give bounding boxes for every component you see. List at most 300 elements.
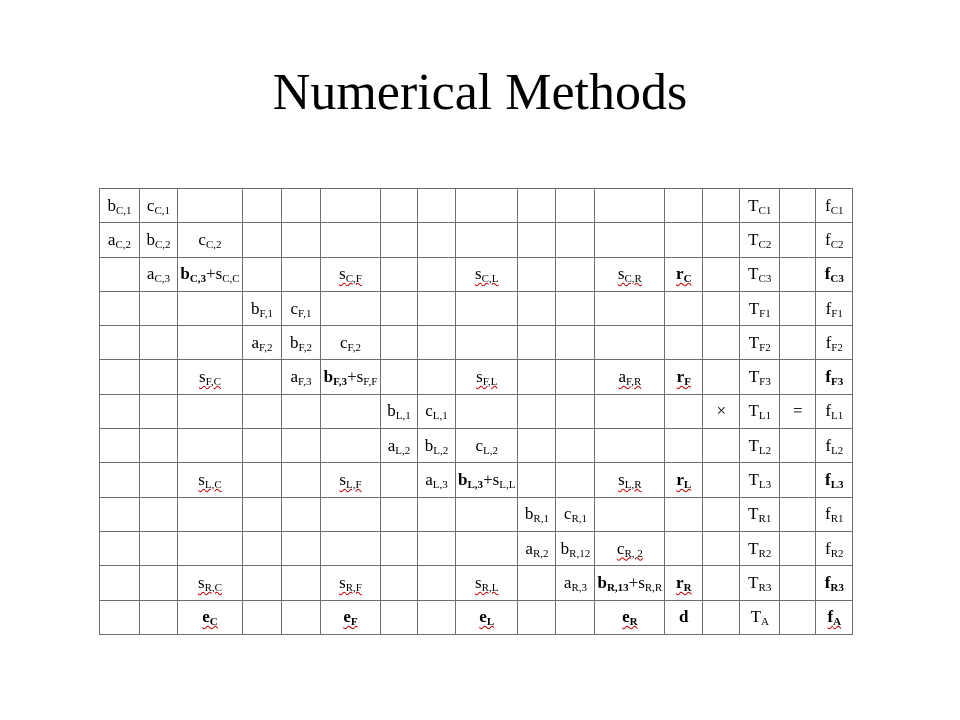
entry-subscript: C [209, 616, 218, 629]
matrix-entry [825, 504, 844, 526]
matrix-cell [321, 257, 381, 291]
entry-symbol: s [476, 367, 483, 387]
entry-subscript: C1 [830, 204, 844, 217]
matrix-cell [381, 223, 418, 257]
entry-subscript: C,1 [154, 204, 171, 217]
entry-subscript: F,1 [298, 307, 312, 320]
entry-subscript: L,R [624, 479, 642, 492]
entry-subscript: C,2 [154, 238, 171, 251]
matrix-entry [146, 229, 171, 251]
matrix-cell [178, 326, 243, 360]
entry-subscript: F,R [625, 376, 642, 389]
matrix-cell [100, 394, 140, 428]
matrix-entry [824, 572, 844, 594]
matrix-cell [243, 600, 282, 634]
matrix-entry [107, 229, 132, 251]
matrix-cell [703, 360, 740, 394]
matrix-cell [282, 463, 321, 497]
entry-subscript: C3 [830, 273, 844, 286]
matrix-entry [825, 538, 844, 560]
entry-symbol: s [339, 572, 346, 592]
entry-subscript: F3 [831, 376, 844, 389]
entry-plus-term: +s [206, 264, 223, 284]
matrix-cell [282, 189, 321, 223]
entry-symbol: T [748, 470, 759, 490]
entry-symbol: T [748, 401, 759, 421]
matrix-entry [458, 470, 516, 492]
entry-symbol: c [290, 298, 299, 318]
matrix-cell [321, 497, 381, 531]
matrix-cell [456, 600, 518, 634]
matrix-cell [518, 360, 556, 394]
matrix-entry [748, 470, 772, 492]
entry-subscript: F,C [205, 376, 221, 389]
matrix-cell [140, 566, 178, 600]
entry-subscript: L,2 [483, 444, 498, 457]
matrix-cell [703, 291, 740, 325]
matrix-cell [740, 394, 780, 428]
matrix-cell [381, 360, 418, 394]
matrix-row [100, 600, 853, 634]
entry-symbol: f [825, 435, 831, 455]
entry-symbol: s [339, 470, 347, 490]
matrix-entry [563, 572, 588, 594]
entry-subscript: L [683, 479, 692, 492]
matrix-cell [140, 394, 178, 428]
matrix-cell [178, 394, 243, 428]
matrix-cell [140, 429, 178, 463]
matrix-cell [456, 566, 518, 600]
matrix-row [100, 326, 853, 360]
entry-symbol: T [750, 607, 761, 627]
matrix-row [100, 497, 853, 531]
matrix-cell [456, 394, 518, 428]
entry-symbol: c [563, 504, 572, 524]
entry-subscript: R [683, 581, 692, 594]
matrix-cell [518, 189, 556, 223]
matrix-cell [595, 223, 665, 257]
matrix-cell [243, 463, 282, 497]
matrix-cell [703, 223, 740, 257]
entry-symbol: = [792, 401, 803, 421]
matrix-row [100, 360, 853, 394]
entry-subscript: F1 [831, 307, 843, 320]
matrix-cell [321, 463, 381, 497]
matrix-cell [665, 257, 703, 291]
matrix-cell [780, 531, 816, 565]
entry-symbol: f [825, 229, 831, 249]
matrix-entry [616, 538, 643, 560]
matrix-cell [816, 429, 853, 463]
entry-symbol: b [424, 435, 434, 455]
matrix-entry [343, 607, 358, 629]
entry-symbol: × [716, 401, 727, 421]
matrix-cell [243, 189, 282, 223]
matrix-cell [321, 360, 381, 394]
entry-subscript: F [350, 616, 358, 629]
matrix-cell [703, 394, 740, 428]
matrix-cell [665, 189, 703, 223]
entry-subscript: L,C [204, 479, 222, 492]
matrix-cell [418, 600, 456, 634]
entry-subscript: C1 [758, 204, 772, 217]
matrix-entry [825, 195, 844, 217]
matrix-entry [202, 607, 218, 629]
entry-symbol: f [825, 538, 831, 558]
matrix-cell [381, 257, 418, 291]
matrix-cell [418, 326, 456, 360]
matrix-cell [418, 429, 456, 463]
matrix-entry [475, 435, 498, 457]
entry-symbol: e [202, 607, 210, 627]
matrix-cell [703, 600, 740, 634]
matrix-cell [100, 463, 140, 497]
entry-plus-term: +s [628, 572, 645, 592]
matrix-entry [198, 229, 222, 251]
matrix-cell [665, 326, 703, 360]
entry-subscript: F3 [759, 376, 771, 389]
matrix-cell [740, 360, 780, 394]
entry-subscript: C3 [758, 273, 772, 286]
operator-symbol [793, 403, 803, 419]
matrix-entry [748, 298, 771, 320]
entry-subscript: C,2 [115, 238, 132, 251]
matrix-cell [780, 257, 816, 291]
matrix-cell [518, 257, 556, 291]
matrix-cell [740, 326, 780, 360]
matrix-cell [100, 257, 140, 291]
entry-symbol: e [479, 607, 487, 627]
entry-subscript: R,3 [571, 581, 588, 594]
entry-symbol: b [524, 504, 534, 524]
matrix-entry [425, 401, 448, 423]
entry-plus-term: +s [347, 367, 364, 387]
matrix-cell [665, 291, 703, 325]
matrix-entry [251, 298, 273, 320]
matrix-cell [321, 189, 381, 223]
entry-symbol: a [251, 332, 260, 352]
matrix-cell [282, 257, 321, 291]
matrix-cell [665, 497, 703, 531]
matrix-cell [140, 531, 178, 565]
entry-symbol: T [748, 504, 759, 524]
matrix-row [100, 189, 853, 223]
entry-subscript: L2 [758, 444, 772, 457]
entry-subscript: L,3 [467, 479, 484, 492]
matrix-cell [178, 497, 243, 531]
entry-symbol: f [825, 332, 832, 352]
entry-subscript: F2 [759, 341, 771, 354]
entry-subscript: L1 [831, 410, 844, 423]
matrix-entry [597, 572, 663, 594]
entry-subscript: C [683, 273, 692, 286]
entry-symbol: s [475, 572, 482, 592]
matrix-entry [824, 264, 844, 286]
matrix-cell [780, 326, 816, 360]
matrix-cell [780, 463, 816, 497]
matrix-cell [321, 326, 381, 360]
matrix-cell [100, 223, 140, 257]
matrix-cell [595, 429, 665, 463]
entry-subscript: F,2 [259, 341, 273, 354]
matrix-cell [140, 189, 178, 223]
entry-subscript: C,3 [189, 273, 207, 286]
matrix-cell [518, 566, 556, 600]
matrix-entry [618, 470, 642, 492]
matrix-cell [816, 360, 853, 394]
matrix-cell [780, 600, 816, 634]
matrix-cell [321, 429, 381, 463]
matrix-entry [339, 332, 362, 354]
matrix-entry [251, 332, 273, 354]
entry-subscript: F,3 [333, 376, 348, 389]
matrix-cell [780, 360, 816, 394]
matrix-cell [703, 429, 740, 463]
entry-subscript: C,L [481, 273, 499, 286]
matrix-entry [748, 229, 772, 251]
entry-subscript: L,F [346, 479, 362, 492]
entry-symbol: a [425, 470, 433, 490]
matrix-cell [703, 497, 740, 531]
entry-symbol: f [825, 504, 831, 524]
matrix-cell [381, 566, 418, 600]
matrix-entry [622, 607, 638, 629]
entry-plus-subscript: R,R [644, 581, 663, 594]
entry-subscript: L3 [830, 479, 844, 492]
matrix-cell [178, 600, 243, 634]
matrix-cell [703, 326, 740, 360]
entry-symbol: r [676, 470, 684, 490]
entry-subscript: R2 [830, 547, 844, 560]
matrix-cell [556, 531, 595, 565]
matrix-cell [456, 326, 518, 360]
entry-subscript: R,1 [571, 513, 588, 526]
entry-subscript: R,12 [569, 547, 591, 560]
matrix-cell [100, 497, 140, 531]
entry-symbol: T [748, 572, 759, 592]
matrix-entry [425, 470, 448, 492]
matrix-entry [618, 367, 642, 389]
matrix-cell [703, 566, 740, 600]
matrix-entry [825, 401, 844, 423]
entry-symbol: T [748, 538, 759, 558]
matrix-entry [524, 504, 550, 526]
matrix-cell [665, 429, 703, 463]
matrix-cell [381, 600, 418, 634]
matrix-cell [780, 429, 816, 463]
matrix-cell [418, 463, 456, 497]
matrix-cell [178, 531, 243, 565]
matrix-cell [321, 531, 381, 565]
matrix-cell [178, 463, 243, 497]
entry-subscript: R1 [758, 513, 772, 526]
entry-subscript: L,1 [395, 410, 411, 423]
matrix-cell [243, 497, 282, 531]
entry-subscript: L3 [758, 479, 772, 492]
matrix-cell [740, 257, 780, 291]
matrix-cell [780, 189, 816, 223]
entry-symbol: e [622, 607, 630, 627]
matrix-entry [560, 538, 591, 560]
matrix-cell [418, 291, 456, 325]
matrix-entry [825, 470, 844, 492]
matrix-cell [456, 360, 518, 394]
entry-symbol: c [146, 195, 155, 215]
matrix-cell [703, 257, 740, 291]
matrix-entry [825, 367, 844, 389]
matrix-entry [676, 572, 692, 594]
matrix-cell [243, 429, 282, 463]
entry-symbol: b [387, 401, 396, 421]
matrix-cell [418, 360, 456, 394]
matrix-cell [665, 463, 703, 497]
matrix-entry [146, 264, 171, 286]
matrix-cell [243, 291, 282, 325]
matrix-row [100, 463, 853, 497]
matrix-entry [198, 470, 222, 492]
entry-symbol: s [475, 264, 482, 284]
entry-symbol: T [748, 229, 759, 249]
matrix-cell [381, 429, 418, 463]
entry-subscript: F,1 [259, 307, 273, 320]
matrix-cell [556, 600, 595, 634]
matrix-entry [676, 264, 692, 286]
matrix-cell [321, 394, 381, 428]
matrix-cell [665, 600, 703, 634]
entry-symbol: s [618, 470, 625, 490]
matrix-cell [456, 257, 518, 291]
matrix-cell [100, 189, 140, 223]
entry-subscript: L1 [758, 410, 772, 423]
entry-subscript: R, 2 [624, 547, 643, 560]
matrix-cell [282, 566, 321, 600]
matrix-cell [556, 189, 595, 223]
matrix-row [100, 429, 853, 463]
matrix-entry [476, 367, 498, 389]
entry-subscript: R,F [345, 581, 362, 594]
matrix-entry [676, 367, 691, 389]
matrix-cell [780, 223, 816, 257]
matrix-entry [676, 470, 692, 492]
entry-plus-term: +s [483, 470, 500, 490]
entry-subscript: L2 [831, 444, 844, 457]
matrix-cell [140, 223, 178, 257]
matrix-cell [456, 531, 518, 565]
matrix-cell [456, 189, 518, 223]
matrix-cell [556, 497, 595, 531]
matrix-cell [595, 566, 665, 600]
entry-symbol: a [387, 435, 396, 455]
matrix-cell [816, 223, 853, 257]
matrix-cell [665, 360, 703, 394]
matrix-entry [197, 572, 223, 594]
matrix-entry [339, 264, 362, 286]
matrix-cell [381, 291, 418, 325]
matrix-entry [290, 367, 312, 389]
matrix-entry [748, 401, 772, 423]
matrix-cell [418, 257, 456, 291]
matrix-cell [816, 291, 853, 325]
matrix-cell [518, 291, 556, 325]
entry-subscript: R,13 [606, 581, 629, 594]
matrix-cell [740, 600, 780, 634]
entry-symbol: s [198, 470, 205, 490]
entry-subscript: R,L [481, 581, 499, 594]
entry-subscript: F,L [482, 376, 498, 389]
entry-symbol: b [458, 470, 468, 490]
entry-subscript: L [486, 616, 495, 629]
matrix-cell [418, 497, 456, 531]
matrix-cell [100, 360, 140, 394]
matrix-cell [100, 326, 140, 360]
entry-subscript: F,3 [298, 376, 312, 389]
matrix-cell [418, 223, 456, 257]
matrix-entry [748, 332, 771, 354]
matrix-entry [525, 538, 549, 560]
matrix-cell [556, 394, 595, 428]
entry-symbol: f [824, 264, 831, 284]
matrix-cell [595, 189, 665, 223]
matrix-cell [321, 291, 381, 325]
matrix-entry [424, 435, 449, 457]
matrix-row [100, 291, 853, 325]
matrix-cell [816, 531, 853, 565]
matrix-entry [387, 401, 411, 423]
entry-symbol: T [748, 195, 759, 215]
entry-symbol: c [198, 229, 206, 249]
matrix-cell [243, 360, 282, 394]
entry-symbol: a [290, 367, 299, 387]
entry-symbol: d [679, 607, 689, 627]
matrix-cell [665, 531, 703, 565]
block-matrix-equation [99, 188, 853, 635]
entry-symbol: a [563, 572, 572, 592]
matrix-cell [740, 497, 780, 531]
entry-subscript: C,2 [205, 238, 222, 251]
entry-subscript: C,R [624, 273, 642, 286]
entry-subscript: R [629, 616, 638, 629]
matrix-cell [595, 600, 665, 634]
matrix-cell [140, 257, 178, 291]
matrix-cell [381, 189, 418, 223]
matrix-cell [518, 600, 556, 634]
matrix-cell [100, 600, 140, 634]
matrix-cell [816, 326, 853, 360]
matrix-entry [479, 607, 495, 629]
matrix-cell [456, 429, 518, 463]
entry-subscript: R1 [830, 513, 844, 526]
matrix-cell [780, 291, 816, 325]
entry-subscript: L,3 [432, 479, 448, 492]
matrix-cell [518, 531, 556, 565]
matrix-cell [518, 223, 556, 257]
matrix-entry [339, 572, 362, 594]
matrix-cell [243, 326, 282, 360]
matrix-cell [456, 497, 518, 531]
matrix-entry [290, 332, 312, 354]
matrix-cell [556, 326, 595, 360]
matrix-cell [381, 497, 418, 531]
matrix-cell [595, 360, 665, 394]
matrix-cell [140, 497, 178, 531]
matrix-cell [556, 223, 595, 257]
matrix-cell [381, 531, 418, 565]
matrix-cell [321, 566, 381, 600]
matrix-cell [456, 463, 518, 497]
matrix-cell [282, 223, 321, 257]
entry-subscript: F1 [759, 307, 771, 320]
matrix-cell [595, 531, 665, 565]
